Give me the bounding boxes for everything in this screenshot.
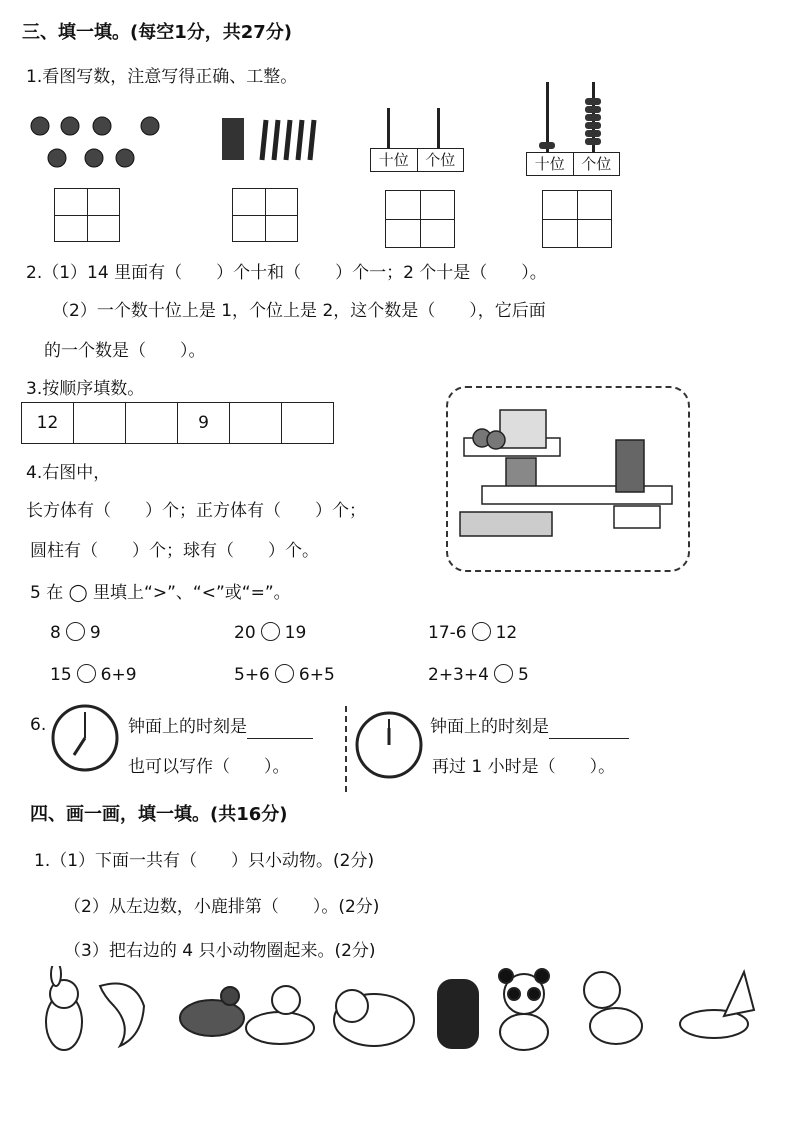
q7-line3: （3）把右边的 4 只小动物圈起来。(2分) — [64, 941, 376, 961]
seq-cell[interactable] — [74, 403, 126, 443]
compare-circle[interactable] — [261, 622, 280, 641]
rabbit-icon — [46, 966, 82, 1050]
cat-icon — [334, 990, 414, 1046]
section3-title: 三、填一填。(每空1分，共27分) — [22, 22, 293, 43]
compare-circle[interactable] — [66, 622, 85, 641]
sticks-illustration — [218, 114, 322, 166]
abacus1-rod-tens — [387, 108, 390, 148]
compare-circle[interactable] — [472, 622, 491, 641]
q7-line1: 1.（1）下面一共有（ ）只小动物。(2分) — [34, 851, 375, 871]
seq-cell[interactable] — [230, 403, 282, 443]
animals-illustration — [24, 966, 770, 1058]
clock-icon — [354, 710, 424, 780]
abacus1-rod-ones — [437, 108, 440, 148]
q2-line2: （2）一个数十位上是 1，个位上是 2，这个数是（ ），它后面 — [52, 301, 546, 321]
q6-right-line1: 钟面上的时刻是 — [430, 716, 629, 739]
clock-icon — [50, 703, 120, 773]
answer-grid[interactable] — [54, 188, 120, 242]
bird-icon — [680, 972, 754, 1038]
seq-cell[interactable] — [282, 403, 333, 443]
compare-item: 15 6+9 — [50, 665, 137, 685]
abacus-bead — [585, 122, 601, 129]
answer-grid[interactable] — [542, 190, 612, 248]
compare-item: 8 9 — [50, 623, 101, 643]
compare-item: 17-6 12 — [428, 623, 518, 643]
compare-circle[interactable] — [275, 664, 294, 683]
seq-cell[interactable]: 9 — [178, 403, 230, 443]
answer-blank[interactable] — [247, 716, 313, 739]
ones-label: 个位 — [573, 153, 620, 175]
q2-line1: 2.（1）14 里面有（ ）个十和（ ）个一；2 个十是（ ）。 — [26, 263, 547, 283]
sequence-boxes — [21, 402, 334, 444]
q7-line2: （2）从左边数，小鹿排第（ ）。(2分) — [64, 897, 380, 917]
q6-num: 6. — [30, 715, 47, 735]
bundles-illustration — [22, 108, 172, 174]
panda-icon — [499, 969, 549, 1050]
abacus-bead — [585, 106, 601, 113]
abacus2-label — [526, 152, 620, 176]
q3-text: 3.按顺序填数。 — [26, 379, 145, 399]
dog-icon — [438, 980, 478, 1048]
abacus-bead — [585, 138, 601, 145]
abacus-bead — [585, 130, 601, 137]
dolphin-icon — [100, 984, 144, 1047]
answer-blank[interactable] — [549, 716, 629, 739]
compare-item: 20 19 — [234, 623, 307, 643]
abacus1-label — [370, 148, 464, 172]
abacus-bead — [585, 98, 601, 105]
q1-text: 1.看图写数，注意写得正确、工整。 — [26, 67, 298, 87]
q6-right-line2: 再过 1 小时是（ ）。 — [432, 757, 616, 777]
answer-grid[interactable] — [385, 190, 455, 248]
q4-line1: 长方体有（ ）个；正方体有（ ）个； — [26, 501, 366, 521]
q6-left-line1: 钟面上的时刻是 — [128, 716, 313, 739]
ones-label: 个位 — [417, 149, 464, 171]
seq-cell[interactable]: 12 — [22, 403, 74, 443]
compare-circle[interactable] — [494, 664, 513, 683]
answer-grid[interactable] — [232, 188, 298, 242]
deer-icon — [246, 986, 314, 1044]
pigeon-icon — [180, 987, 244, 1036]
monkey-icon — [584, 972, 642, 1044]
divider — [345, 706, 347, 792]
compare-circle[interactable] — [77, 664, 96, 683]
compare-item: 5+6 6+5 — [234, 665, 335, 685]
abacus-bead — [539, 142, 555, 149]
q4-text: 4.右图中， — [26, 463, 111, 483]
tens-label: 十位 — [534, 155, 565, 173]
abacus-bead — [585, 114, 601, 121]
solids-illustration — [452, 396, 680, 562]
q5-text: 5 在 ◯ 里填上“>”、“<”或“=”。 — [30, 583, 291, 603]
q2-line3: 的一个数是（ ）。 — [44, 341, 206, 361]
tens-label: 十位 — [378, 151, 409, 169]
q6-left-line2: 也可以写作（ ）。 — [128, 757, 290, 777]
section4-title: 四、画一画，填一填。(共16分) — [30, 804, 288, 825]
compare-item: 2+3+4 5 — [428, 665, 529, 685]
seq-cell[interactable] — [126, 403, 178, 443]
q4-line2: 圆柱有（ ）个；球有（ ）个。 — [30, 541, 319, 561]
